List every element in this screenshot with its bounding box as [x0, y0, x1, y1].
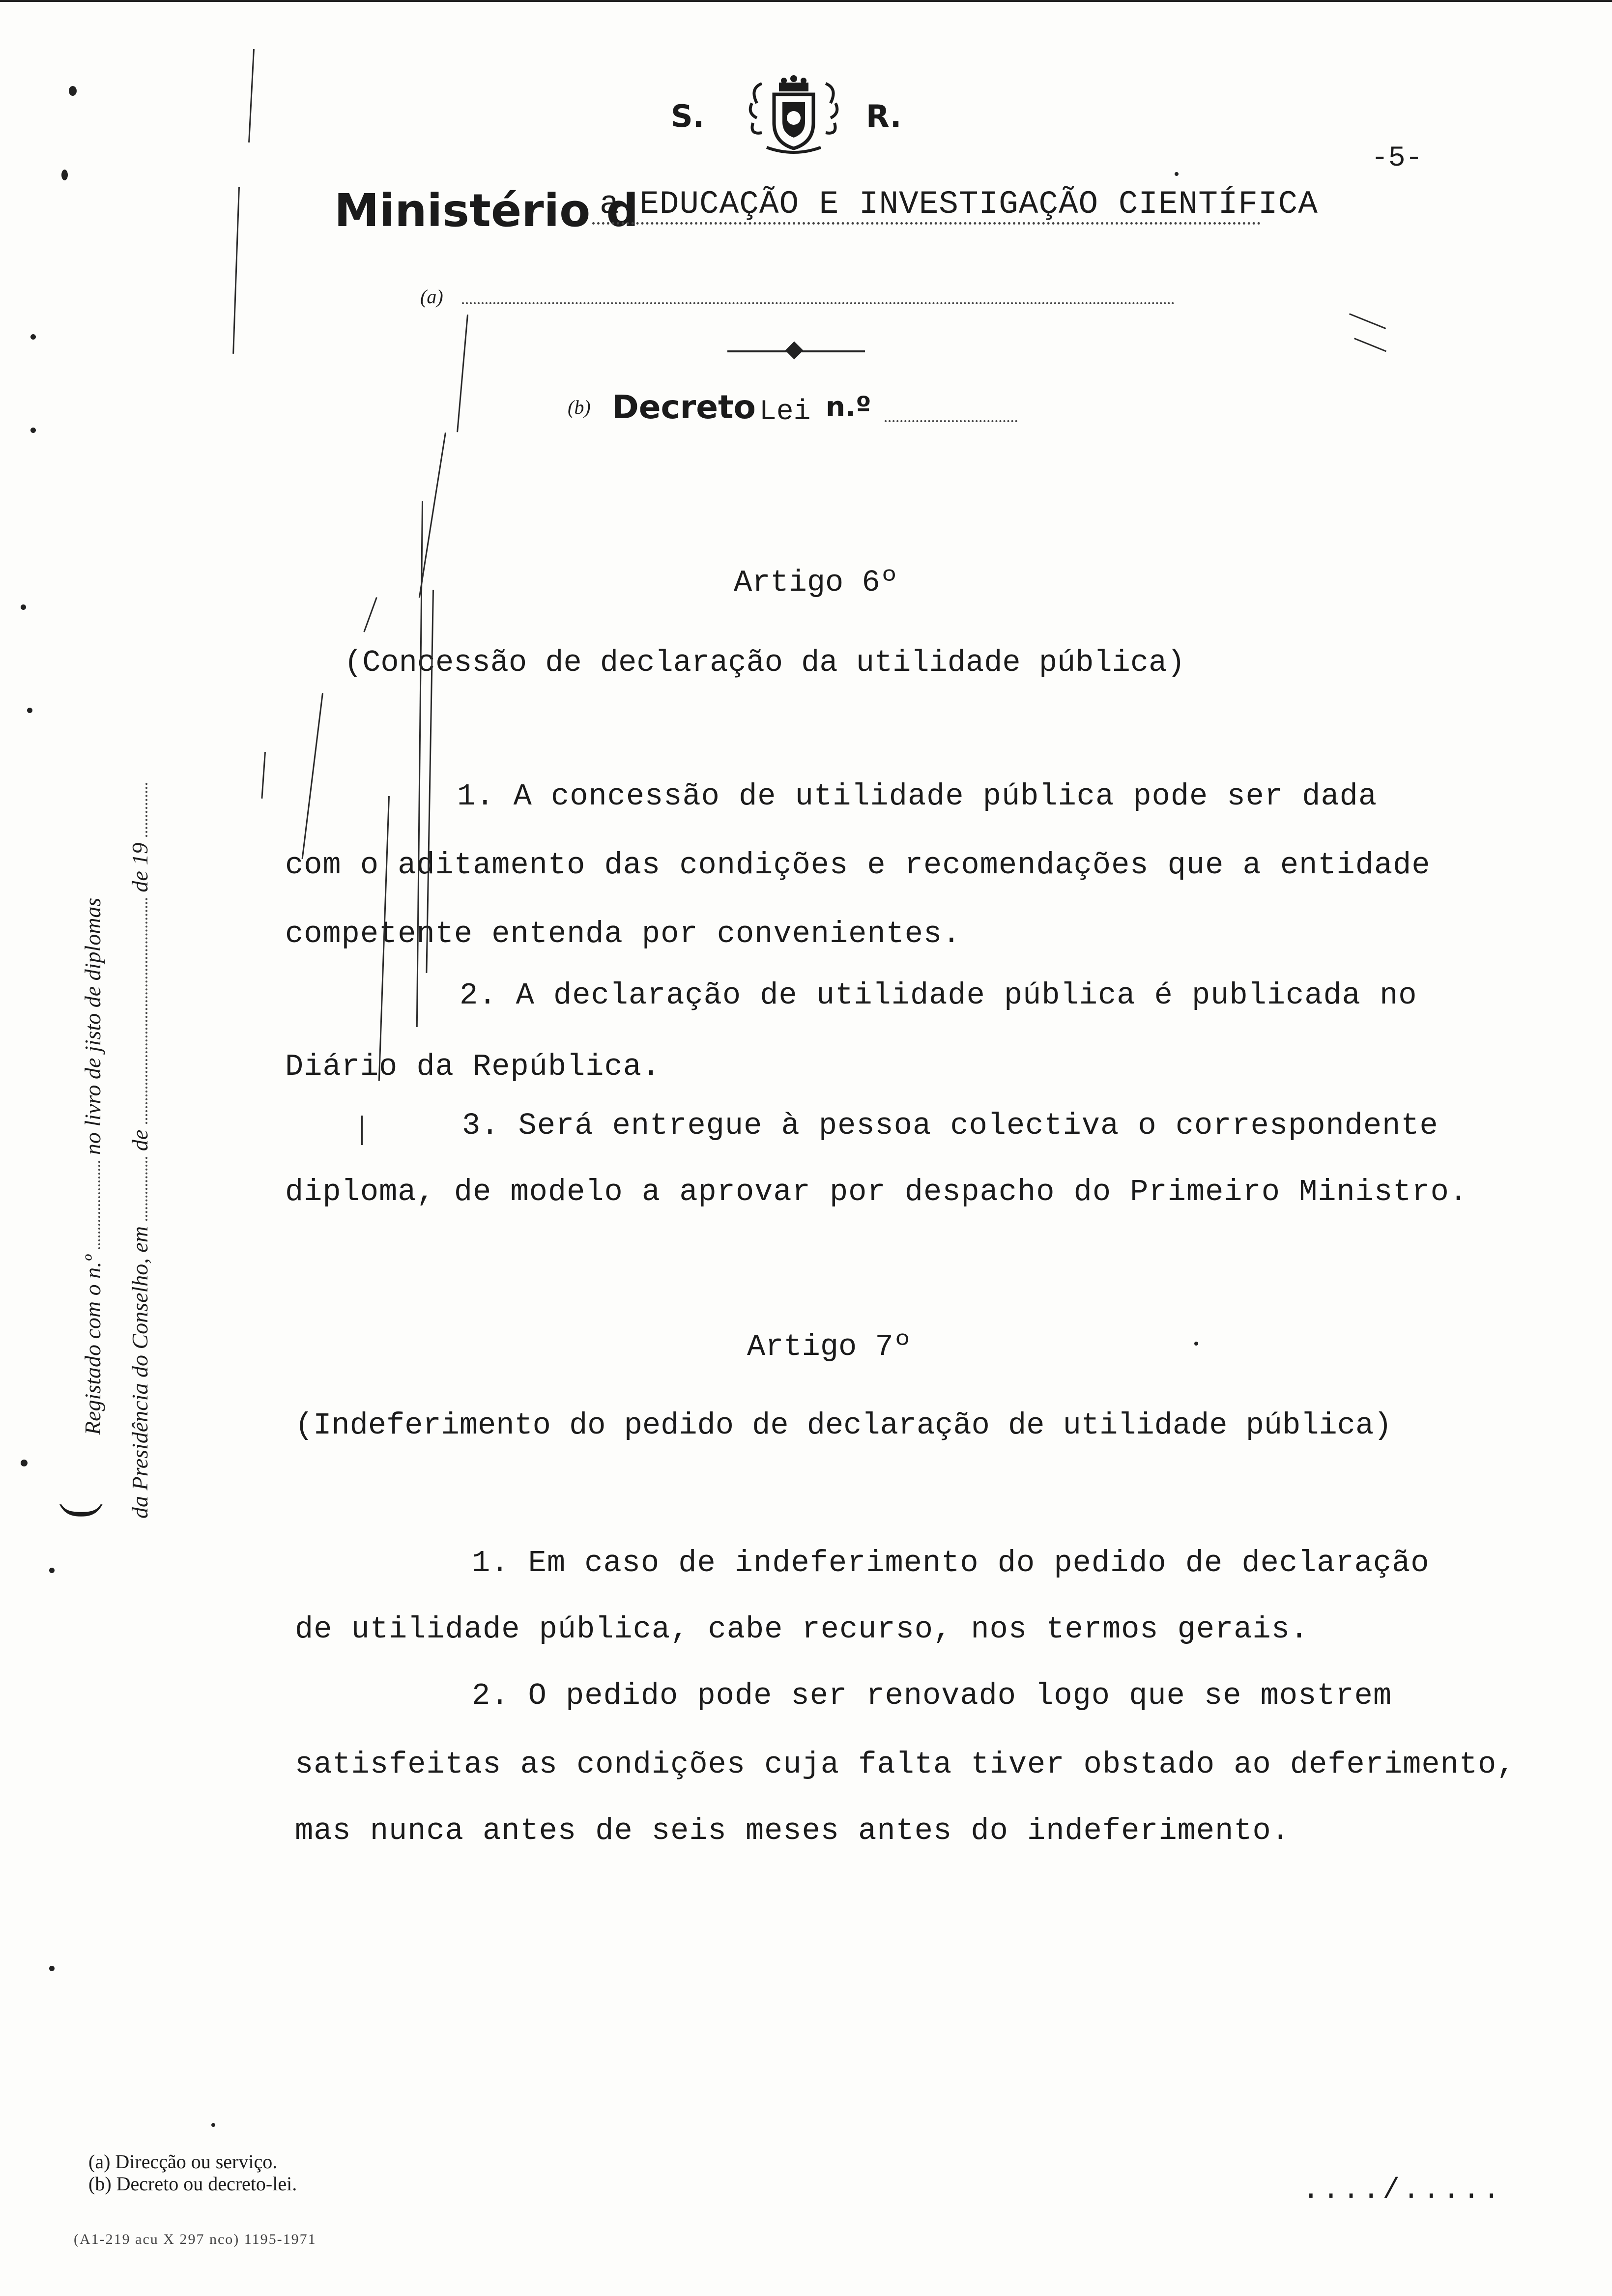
decreto-printed-label: Decreto — [612, 388, 756, 426]
pen-stroke — [1354, 338, 1386, 352]
top-border-line — [0, 0, 1612, 2]
registry-line-2 — [127, 783, 153, 1519]
article-7-subtitle: (Indeferimento do pedido de declaração de utilidade pública) — [295, 1408, 1392, 1443]
registry-line-1 — [80, 898, 106, 1435]
decreto-number-dotted-line — [885, 420, 1017, 422]
scan-speck — [69, 86, 77, 96]
pen-stroke — [363, 597, 377, 632]
article-6-subtitle: (Concessão de declaração da utilidade pública) — [344, 645, 1185, 680]
article-6-line: 2. A declaração de utilidade pública é publicada no — [460, 978, 1417, 1013]
scan-speck — [30, 334, 36, 340]
header-s-letter: S. — [671, 98, 705, 134]
divider-diamond — [785, 342, 804, 360]
article-6-line: Diário da República. — [285, 1049, 661, 1084]
scan-speck — [21, 604, 26, 610]
registry-text: de 19 — [127, 842, 152, 892]
registry-number-field — [98, 1161, 100, 1249]
field-b-label: (b) — [568, 396, 591, 418]
article-7-line: satisfeitas as condições cuja falta tiver obstado ao deferimento, — [295, 1747, 1516, 1782]
scan-speck — [27, 708, 32, 713]
article-7-line: mas nunca antes de seis meses antes do indeferimento. — [295, 1813, 1290, 1848]
ministry-name: a EDUCAÇÃO E INVESTIGAÇÃO CIENTÍFICA — [600, 186, 1318, 223]
pen-stroke — [457, 315, 468, 432]
decreto-number-label: n.º — [826, 391, 871, 423]
field-a-label: (a) — [420, 286, 443, 308]
article-7-line: de utilidade pública, cabe recurso, nos termos gerais. — [295, 1612, 1309, 1647]
registry-text: Registado com o n.º — [80, 1255, 105, 1435]
article-6-line: com o aditamento das condições e recomendações que a entidade — [285, 848, 1431, 883]
decreto-typed-word: Lei — [759, 396, 811, 428]
scan-speck — [1194, 1342, 1198, 1346]
registry-year-field — [145, 783, 147, 837]
pen-stroke — [1349, 313, 1386, 329]
ministry-dotted-line — [592, 222, 1261, 225]
registry-text: da Presidência do Conselho, em — [127, 1226, 152, 1519]
article-6-line: 1. A concessão de utilidade pública pode ser dada — [457, 779, 1378, 814]
article-6-line: diploma, de modelo a aprovar por despacho do Primeiro Ministro. — [285, 1175, 1468, 1209]
scan-speck — [21, 1460, 28, 1466]
footnote-a: (a) Direcção ou serviço. — [88, 2151, 278, 2173]
pen-stroke — [232, 187, 240, 354]
registry-brace: ( — [50, 1503, 103, 1519]
pen-stroke — [261, 752, 266, 799]
article-6-heading: Artigo 6º — [734, 565, 898, 600]
header-r-letter: R. — [866, 98, 902, 134]
ministry-printed-label: Ministério d — [334, 184, 639, 237]
scan-speck — [61, 170, 68, 180]
pen-stroke — [302, 693, 323, 859]
field-a-dotted-line — [462, 302, 1175, 304]
article-7-line: 2. O pedido pode ser renovado logo que se mostrem — [472, 1678, 1392, 1713]
page-number: -5- — [1371, 143, 1423, 174]
article-7-heading: Artigo 7º — [747, 1329, 912, 1364]
continuation-mark: ..../..... — [1302, 2175, 1503, 2207]
footnote-b: (b) Decreto ou decreto-lei. — [88, 2173, 297, 2195]
article-7-line: 1. Em caso de indeferimento do pedido de declaração — [472, 1546, 1430, 1580]
pen-stroke — [361, 1116, 363, 1145]
scan-speck — [49, 1966, 55, 1971]
article-6-line: 3. Será entregue à pessoa colectiva o correspondente — [462, 1108, 1439, 1143]
article-6-line: competente entenda por convenientes. — [285, 917, 961, 951]
registry-text: de — [127, 1129, 152, 1151]
registry-day-field — [145, 1157, 147, 1221]
scan-speck — [211, 2123, 215, 2127]
print-reference: (A1-219 acu X 297 nco) 1195-1971 — [74, 2231, 317, 2247]
registry-month-field — [145, 898, 147, 1124]
scan-speck — [30, 428, 36, 433]
registry-text: no livro de — [80, 1058, 105, 1155]
coat-of-arms-icon — [747, 74, 840, 157]
scan-speck — [1175, 172, 1179, 176]
registry-text: jisto de diplomas — [80, 897, 105, 1053]
scan-speck — [49, 1568, 55, 1573]
pen-stroke — [248, 49, 255, 143]
